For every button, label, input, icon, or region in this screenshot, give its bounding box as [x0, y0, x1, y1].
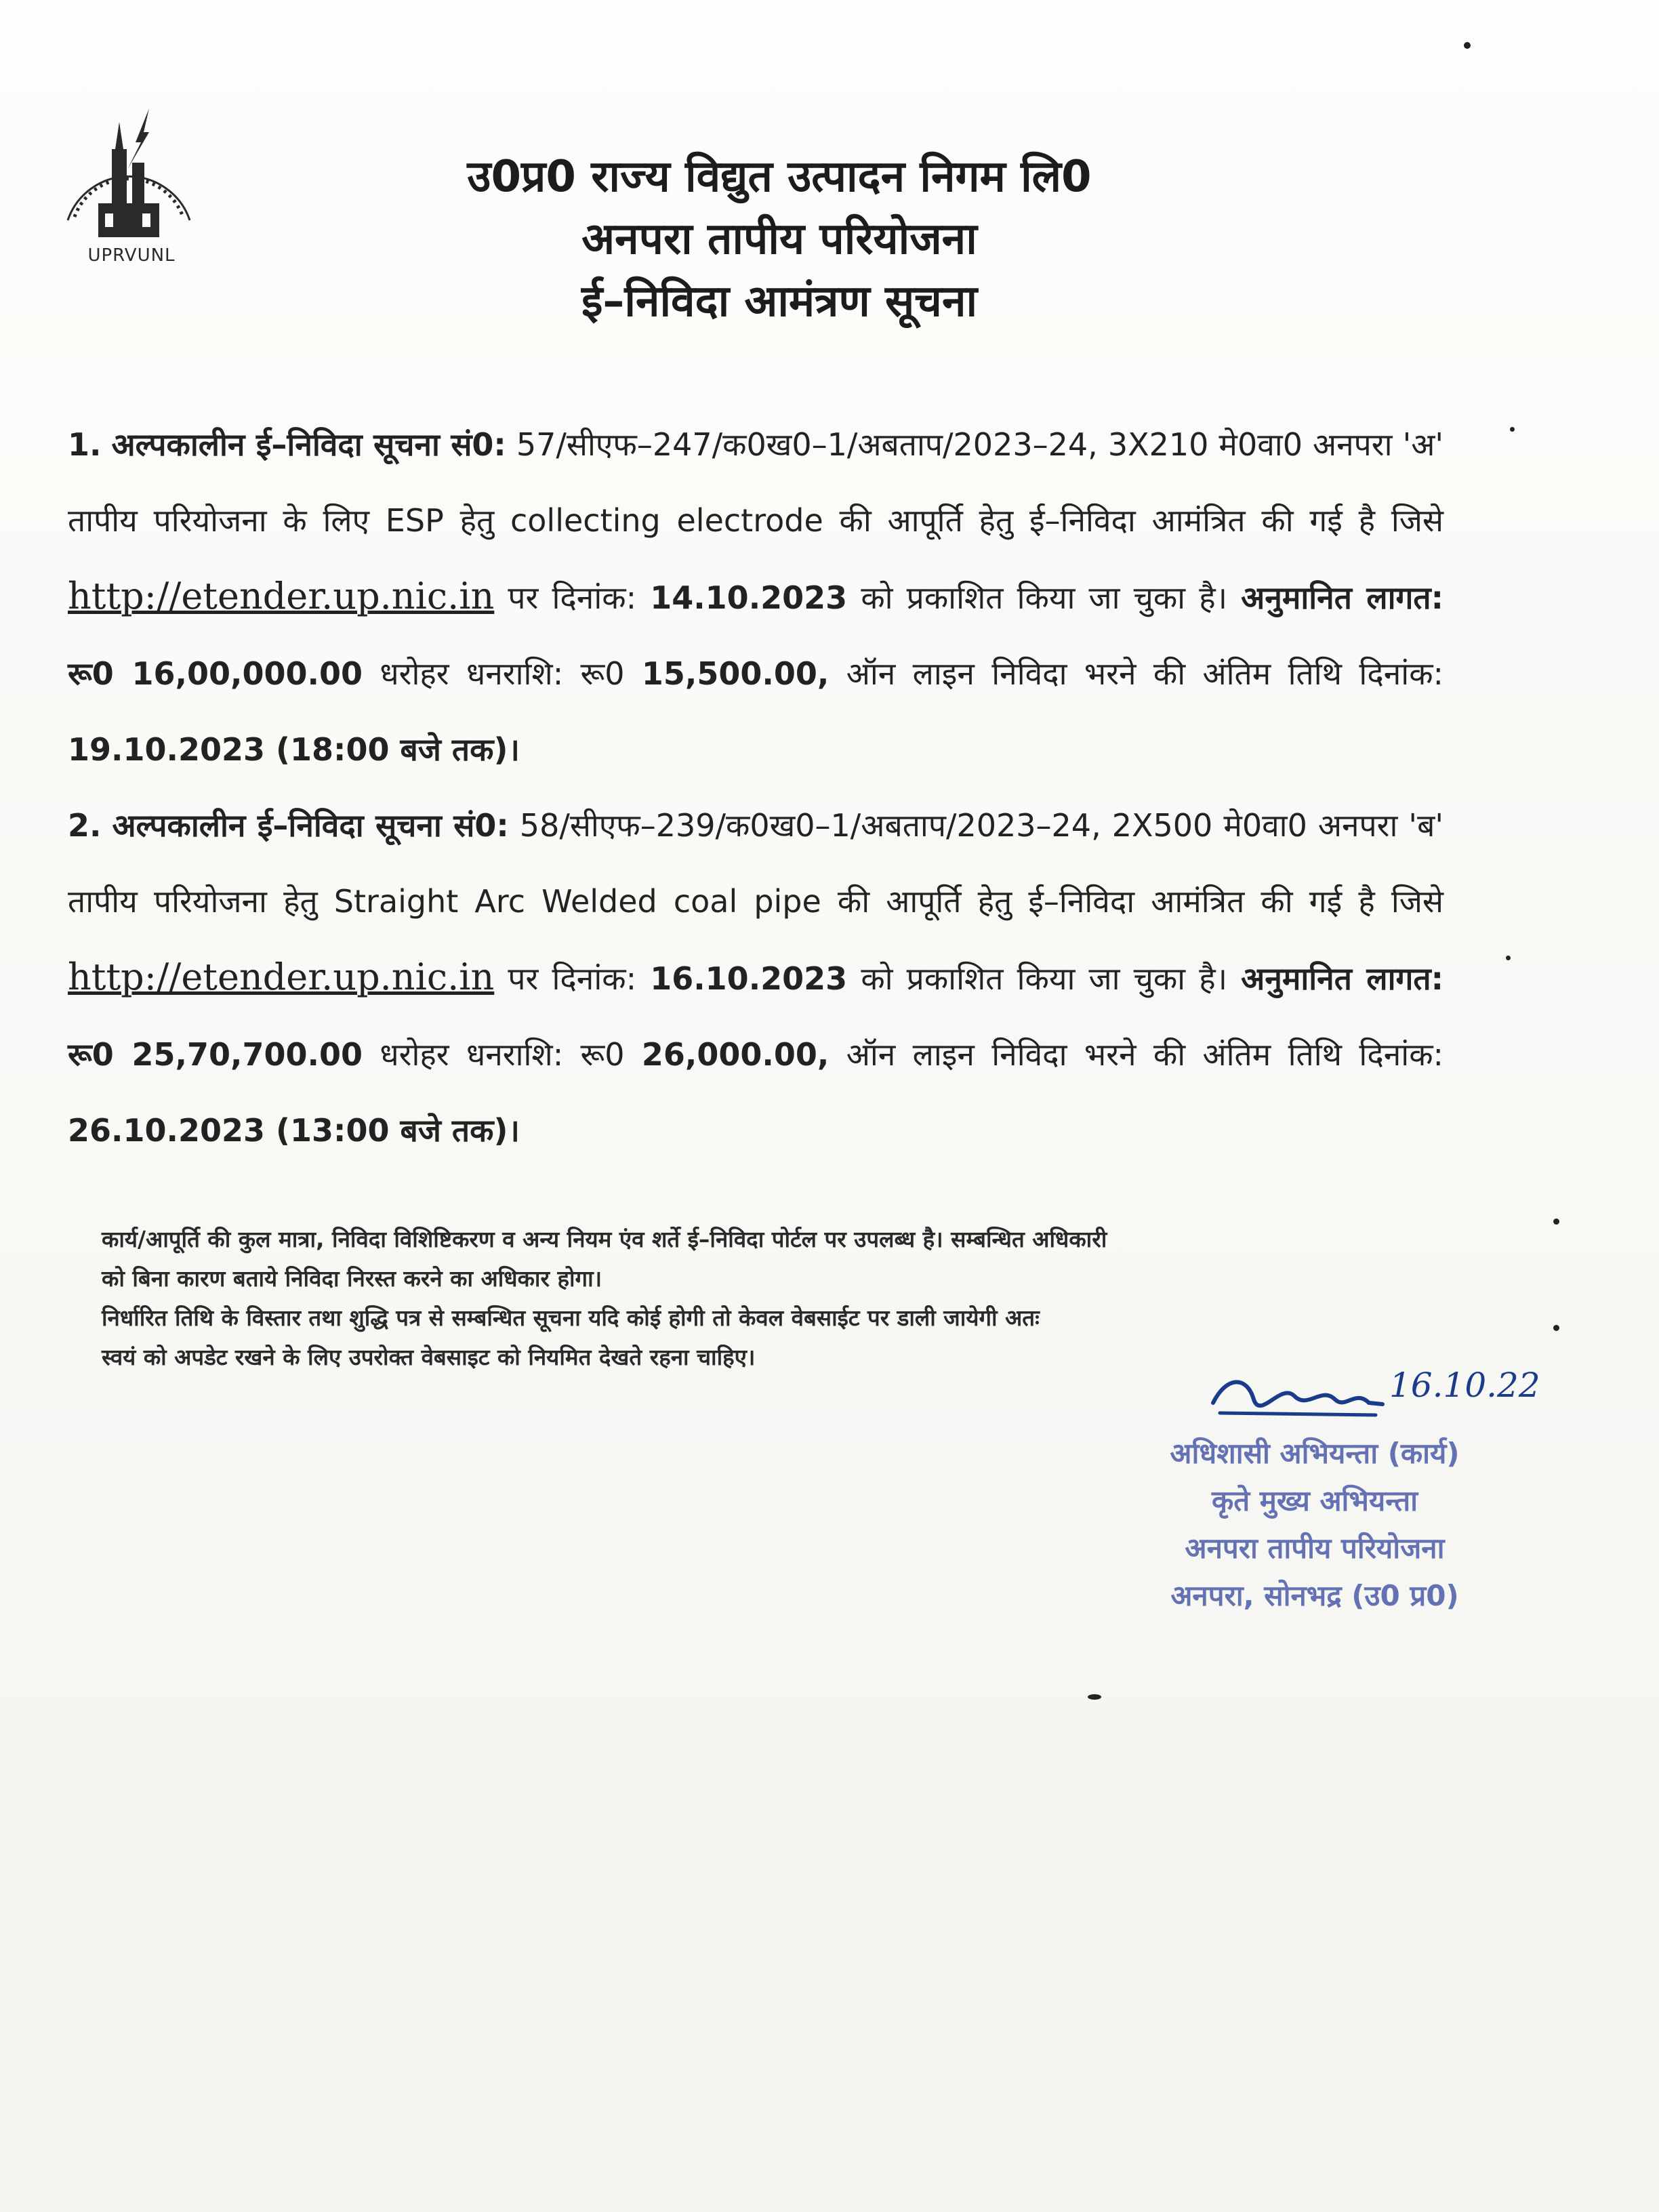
- terms-line-3: निर्धारित तिथि के विस्तार तथा शुद्धि पत्र से सम्बन्धित सूचना यदि कोई होगी तो केवल वेबसाईट पर डाली जायेगी अतः: [102, 1305, 1040, 1331]
- pub-prefix: पर दिनांक:: [508, 960, 637, 997]
- pub-suffix: को प्रकाशित किया जा चुका है।: [861, 579, 1228, 616]
- item-ref: 57/सीएफ–247/क0ख0–1/अबताप/2023–24,: [516, 426, 1098, 463]
- emd-label: धरोहर धनराशि: रू0: [380, 1036, 625, 1073]
- cost-value: रू0 25,70,700.00: [68, 1036, 363, 1073]
- emd-value: 26,000.00,: [641, 1036, 830, 1073]
- etender-link[interactable]: http://etender.up.nic.in: [68, 575, 495, 617]
- notice-title: ई–निविदा आमंत्रण सूचना: [581, 276, 978, 327]
- stamp-line-1: अधिशासी अभियन्ता (कार्य): [1170, 1437, 1460, 1470]
- scan-speck: [1464, 42, 1471, 49]
- tender-item-1: [68, 407, 1443, 787]
- item-title: अल्पकालीन ई–निविदा सूचना सं0:: [112, 807, 509, 844]
- item-desc: 2X500 मे0वा0 अनपरा 'ब' तापीय परियोजना हेतु Straight Arc Welded coal pipe की आपूर्ति हेतु ई–निविदा आमंत्रित की गई है जिसे: [68, 807, 1443, 920]
- item-number: 1.: [68, 426, 102, 463]
- scan-speck: [1506, 956, 1511, 960]
- terms-note: [102, 1220, 1477, 1377]
- scan-speck: [1088, 1694, 1101, 1700]
- deadline-value: 19.10.2023 (18:00 बजे तक)।: [68, 731, 520, 768]
- item-number: 2.: [68, 807, 102, 844]
- notice-body: [68, 407, 1443, 1168]
- stamp-line-2: कृते मुख्य अभियन्ता: [1211, 1484, 1418, 1517]
- item-desc: 3X210 मे0वा0 अनपरा 'अ' तापीय परियोजना के लिए ESP हेतु collecting electrode की आपूर्ति हेतु ई–निविदा आमंत्रित की गई है जिसे: [68, 426, 1444, 539]
- logo-caption: UPRVUNL: [87, 245, 176, 266]
- stamp-line-3: अनपरा तापीय परियोजना: [1185, 1532, 1445, 1565]
- pub-date: 14.10.2023: [650, 579, 848, 616]
- terms-line-2: को बिना कारण बताये निविदा निरस्त करने का अधिकार होगा।: [102, 1265, 602, 1292]
- emd-value: 15,500.00,: [641, 655, 830, 692]
- tender-item-2: [68, 787, 1443, 1168]
- deadline-label: ऑन लाइन निविदा भरने की अंतिम तिथि दिनांक:: [846, 1036, 1444, 1073]
- terms-line-1: कार्य/आपूर्ति की कुल मात्रा, निविदा विशिष्टिकरण व अन्य नियम एंव शर्ते ई–निविदा पोर्टल पर उपलब्ध है। सम्बन्धित अधिकारी: [102, 1226, 1107, 1252]
- deadline-value: 26.10.2023 (13:00 बजे तक)।: [68, 1112, 520, 1149]
- project-name: अनपरा तापीय परियोजना: [581, 214, 977, 264]
- stamp-line-4: अनपरा, सोनभद्र (उ0 प्र0): [1170, 1579, 1459, 1612]
- cost-label: अनुमानित लागत:: [1241, 960, 1444, 997]
- document-header: [339, 146, 1220, 333]
- pub-suffix: को प्रकाशित किया जा चुका है।: [861, 960, 1228, 997]
- etender-link[interactable]: http://etender.up.nic.in: [68, 956, 495, 998]
- cost-value: रू0 16,00,000.00: [68, 655, 363, 692]
- pub-prefix: पर दिनांक:: [508, 579, 637, 616]
- pub-date: 16.10.2023: [650, 960, 848, 997]
- official-stamp: [1111, 1430, 1518, 1620]
- signature-date: 16.10.22: [1389, 1366, 1540, 1405]
- scan-speck: [1553, 1218, 1559, 1225]
- scan-speck: [1510, 427, 1515, 432]
- deadline-label: ऑन लाइन निविदा भरने की अंतिम तिथि दिनांक:: [846, 655, 1444, 692]
- org-name: उ0प्र0 राज्य विद्युत उत्पादन निगम लि0: [467, 152, 1092, 202]
- emd-label: धरोहर धनराशि: रू0: [380, 655, 625, 692]
- terms-line-4: स्वयं को अपडेट रखने के लिए उपरोक्त वेबसाइट को नियमित देखते रहना चाहिए।: [102, 1344, 756, 1370]
- cost-label: अनुमानित लागत:: [1241, 579, 1444, 616]
- item-ref: 58/सीएफ–239/क0ख0–1/अबताप/2023–24,: [519, 807, 1101, 844]
- scan-speck: [1553, 1325, 1559, 1331]
- item-title: अल्पकालीन ई–निविदा सूचना सं0:: [111, 426, 506, 463]
